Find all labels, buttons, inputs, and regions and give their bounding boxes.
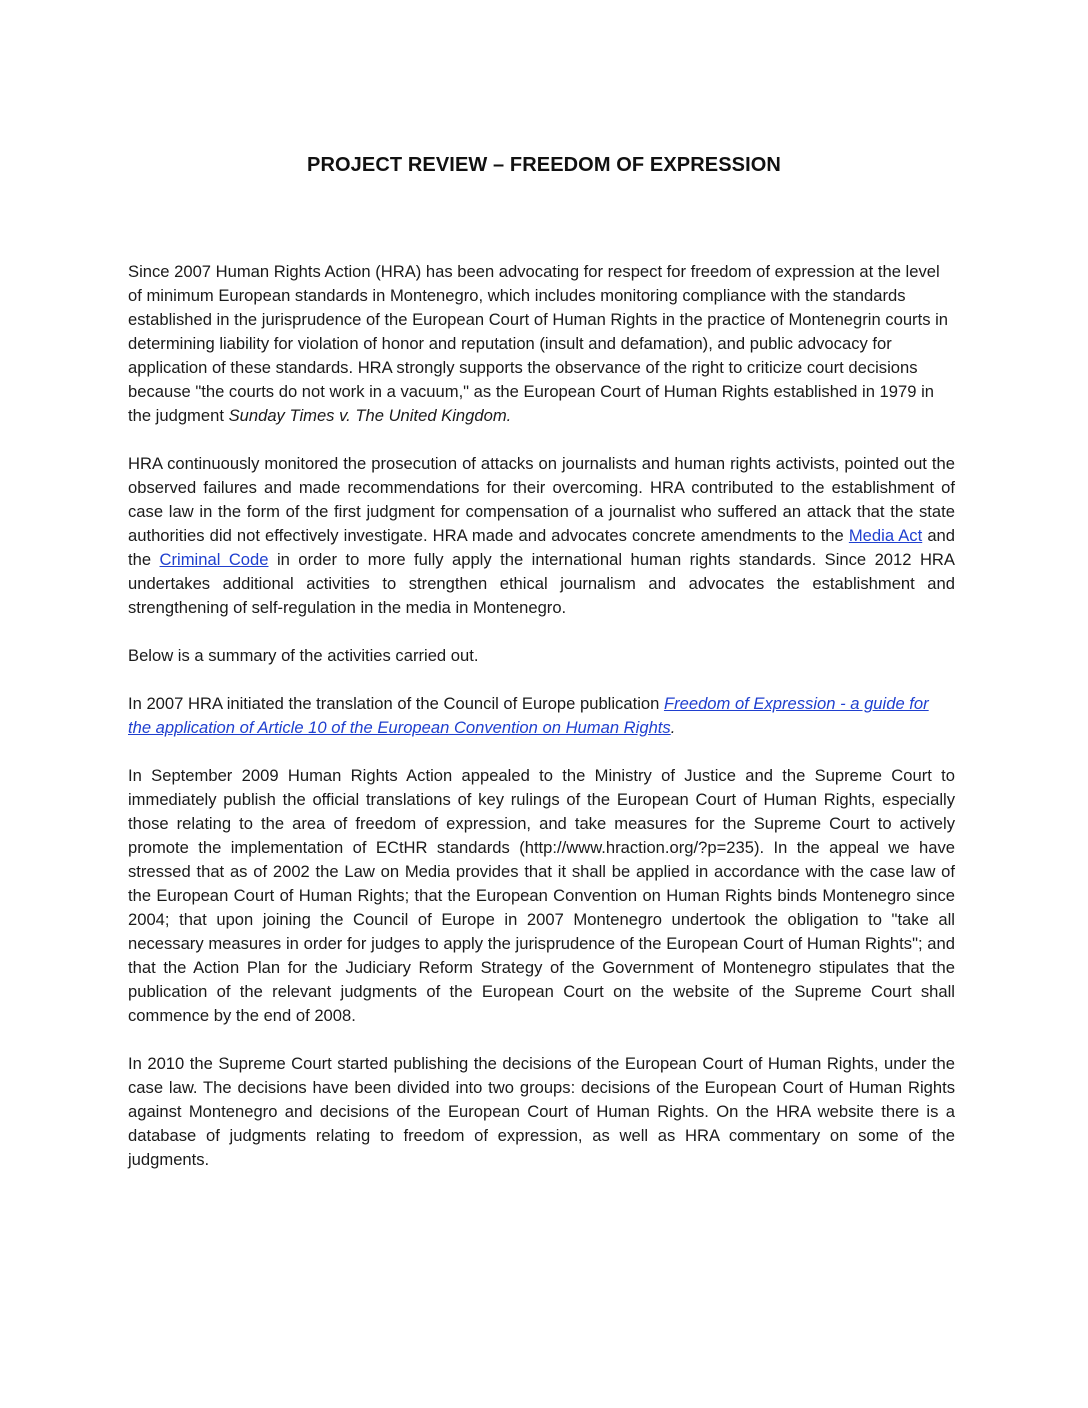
case-name: Sunday Times v. The United Kingdom. [228, 406, 512, 425]
paragraph-translation-text-a: In 2007 HRA initiated the translation of the Council of Europe publication [128, 694, 664, 713]
paragraph-translation [128, 692, 955, 740]
paragraph-translation-text-b: . [670, 718, 676, 737]
document-body [128, 260, 955, 1196]
paragraph-summary-intro: Below is a summary of the activities carried out. [128, 646, 479, 665]
media-act-link[interactable]: Media Act [848, 526, 923, 545]
publication-link[interactable]: Freedom of Expression - a guide for the application of Article 10 of the European Convention on Human Rights [128, 694, 929, 737]
paragraph-intro-text: Since 2007 Human Rights Action (HRA) has been advocating for respect for freedom of expression at the level of minimum European standards in Montenegro, which includes monitoring compliance with the standards established in the jurisprudence of the European Court of Human Rights in the practice of Montenegrin courts in determining liability for violation of honor and reputation (insult and defamation), and public advocacy for application of these standards. HRA strongly supports the observance of the right to criticize court decisions because "the courts do not work in a vacuum," as the European Court of Human Rights established in 1979 in the judgment [128, 262, 949, 425]
paragraph-monitoring-text-b: and the [128, 526, 955, 569]
paragraph-intro [128, 260, 955, 428]
paragraph-monitoring-text-c: in order to more fully apply the international human rights standards. Since 2012 HRA undertakes additional activities to strengthen ethical journalism and advocates the establishment and strengthening of self-regulation in the media in Montenegro. [128, 550, 955, 617]
paragraph-supreme-court: In 2010 the Supreme Court started publishing the decisions of the European Court of Human Rights, under the case law. The decisions have been divided into two groups: decisions of the European Court of Human Rights against Montenegro and decisions of the European Court of Human Rights. On the HRA website there is a database of judgments relating to freedom of expression, as well as HRA commentary on some of the judgments. [128, 1054, 955, 1169]
paragraph-appeal: In September 2009 Human Rights Action appealed to the Ministry of Justice and the Supreme Court to immediately publish the official translations of key rulings of the European Court of Human Rights, especially those relating to the area of freedom of expression, and take measures for the Supreme Court to actively promote the implementation of ECtHR standards (http://www.hraction.org/?p=235). In the appeal we have stressed that as of 2002 the Law on Media provides that it shall be applied in accordance with the case law of the European Court of Human Rights; that the European Convention on Human Rights binds Montenegro since 2004; that upon joining the Council of Europe in 2007 Montenegro undertook the obligation to "take all necessary measures in order for judges to apply the jurisprudence of the European Court of Human Rights"; and that the Action Plan for the Judiciary Reform Strategy of the Government of Montenegro stipulates that the publication of the relevant judgments of the European Court on the website of the Supreme Court shall commence by the end of 2008. [128, 766, 955, 1025]
page-title: PROJECT REVIEW – FREEDOM OF EXPRESSION [307, 154, 781, 176]
paragraph-monitoring-text-a: HRA continuously monitored the prosecution of attacks on journalists and human rights activists, pointed out the observed failures and made recommendations for their overcoming. HRA contributed to the establishment of case law in the form of the first judgment for compensation of a journalist who suffered an attack that the state authorities did not effectively investigate. HRA made and advocates concrete amendments to the [128, 454, 955, 545]
paragraph-monitoring [128, 452, 955, 620]
criminal-code-link[interactable]: Criminal Code [159, 550, 269, 569]
